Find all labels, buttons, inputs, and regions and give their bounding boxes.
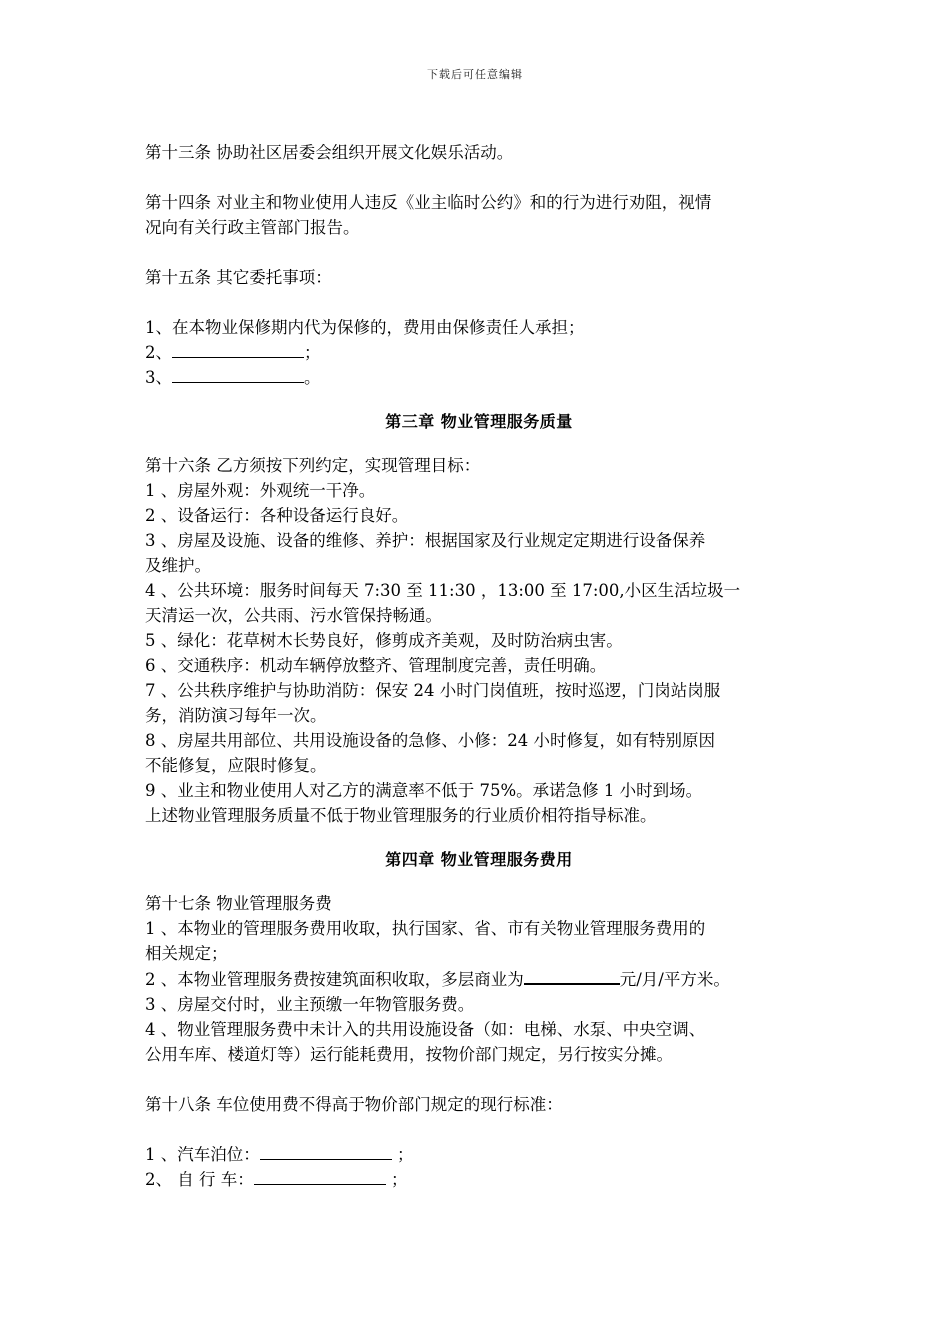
fill-in-blank bbox=[172, 340, 304, 358]
article-15-item-2 bbox=[145, 340, 813, 365]
article-16-line: 4 、公共环境：服务时间每天 7:30 至 11:30 ，13:00 至 17:00,小区生活垃圾一 bbox=[145, 581, 741, 600]
article-17-line-5: 4 、物业管理服务费中未计入的共用设施设备（如：电梯、水泵、中央空调、 bbox=[145, 1020, 706, 1039]
article-16-line: 及维护。 bbox=[145, 556, 211, 575]
article-13: 第十三条 协助社区居委会组织开展文化娱乐活动。 bbox=[145, 143, 514, 162]
article-16-line: 8 、房屋共用部位、共用设施设备的急修、小修：24 小时修复，如有特别原因 bbox=[145, 731, 715, 750]
article-17-title: 第十七条 物业管理服务费 bbox=[145, 894, 332, 913]
article-16-line: 5 、绿化：花草树木长势良好，修剪成齐美观，及时防治病虫害。 bbox=[145, 631, 623, 650]
article-15-item-3-prefix: 3、 bbox=[145, 368, 172, 387]
article-17-line-4: 3 、房屋交付时，业主预缴一年物管服务费。 bbox=[145, 995, 475, 1014]
article-16-line: 1 、房屋外观：外观统一干净。 bbox=[145, 481, 376, 500]
article-18-item-1 bbox=[145, 1142, 813, 1167]
fill-in-blank bbox=[254, 1167, 386, 1185]
article-16-line: 3 、房屋及设施、设备的维修、养护：根据国家及行业规定定期进行设备保养 bbox=[145, 531, 706, 550]
article-17-line-3 bbox=[145, 966, 813, 992]
article-17-line-6: 公用车库、楼道灯等）运行能耗费用，按物价部门规定，另行按实分摊。 bbox=[145, 1045, 673, 1064]
article-16-line: 天清运一次，公共雨、污水管保持畅通。 bbox=[145, 606, 442, 625]
chapter-3-title: 第三章 物业管理服务质量 bbox=[385, 412, 573, 431]
article-17-line-3-prefix: 2 、本物业管理服务费按建筑面积收取，多层商业为 bbox=[145, 970, 524, 989]
document-body bbox=[145, 140, 813, 1192]
article-15-title: 第十五条 其它委托事项： bbox=[145, 268, 332, 287]
article-18-item-2 bbox=[145, 1167, 813, 1192]
article-18-item-1-suffix: ； bbox=[391, 1145, 414, 1164]
article-14-line-2: 况向有关行政主管部门报告。 bbox=[145, 218, 360, 237]
article-16-line: 上述物业管理服务质量不低于物业管理服务的行业质价相符指导标准。 bbox=[145, 806, 657, 825]
article-15-item-3-suffix: 。 bbox=[304, 368, 321, 387]
article-16-line: 务，消防演习每年一次。 bbox=[145, 706, 327, 725]
article-17-line-1: 1 、本物业的管理服务费用收取，执行国家、省、市有关物业管理服务费用的 bbox=[145, 919, 706, 938]
article-15-item-2-prefix: 2、 bbox=[145, 343, 172, 362]
article-16-line: 9 、业主和物业使用人对乙方的满意率不低于 75%。承诺急修 1 小时到场。 bbox=[145, 781, 703, 800]
article-18-item-2-prefix: 2、 自 行 车： bbox=[145, 1170, 254, 1189]
header-note: 下载后可任意编辑 bbox=[427, 68, 523, 81]
fill-in-blank bbox=[260, 1142, 392, 1160]
article-17-line-3-suffix: 元/月/平方米。 bbox=[619, 970, 730, 989]
article-18-item-2-suffix: ； bbox=[385, 1170, 408, 1189]
article-15-item-3 bbox=[145, 365, 813, 390]
article-15-item-2-suffix: ； bbox=[304, 343, 321, 362]
article-15-item-1: 1、在本物业保修期内代为保修的，费用由保修责任人承担； bbox=[145, 318, 585, 337]
fill-in-blank bbox=[524, 966, 620, 985]
article-17-line-2: 相关规定； bbox=[145, 944, 228, 963]
article-18-title: 第十八条 车位使用费不得高于物价部门规定的现行标准： bbox=[145, 1095, 563, 1114]
article-14-line-1: 第十四条 对业主和物业使用人违反《业主临时公约》和的行为进行劝阻，视情 bbox=[145, 193, 712, 212]
article-16-line: 6 、交通秩序：机动车辆停放整齐、管理制度完善，责任明确。 bbox=[145, 656, 607, 675]
fill-in-blank bbox=[172, 365, 304, 383]
article-16-line: 不能修复，应限时修复。 bbox=[145, 756, 327, 775]
article-16-title: 第十六条 乙方须按下列约定，实现管理目标： bbox=[145, 456, 481, 475]
article-16-line: 2 、设备运行：各种设备运行良好。 bbox=[145, 506, 409, 525]
chapter-4-title: 第四章 物业管理服务费用 bbox=[385, 850, 573, 869]
article-18-item-1-prefix: 1 、汽车泊位： bbox=[145, 1145, 260, 1164]
article-16-line: 7 、公共秩序维护与协助消防：保安 24 小时门岗值班，按时巡逻，门岗站岗服 bbox=[145, 681, 721, 700]
